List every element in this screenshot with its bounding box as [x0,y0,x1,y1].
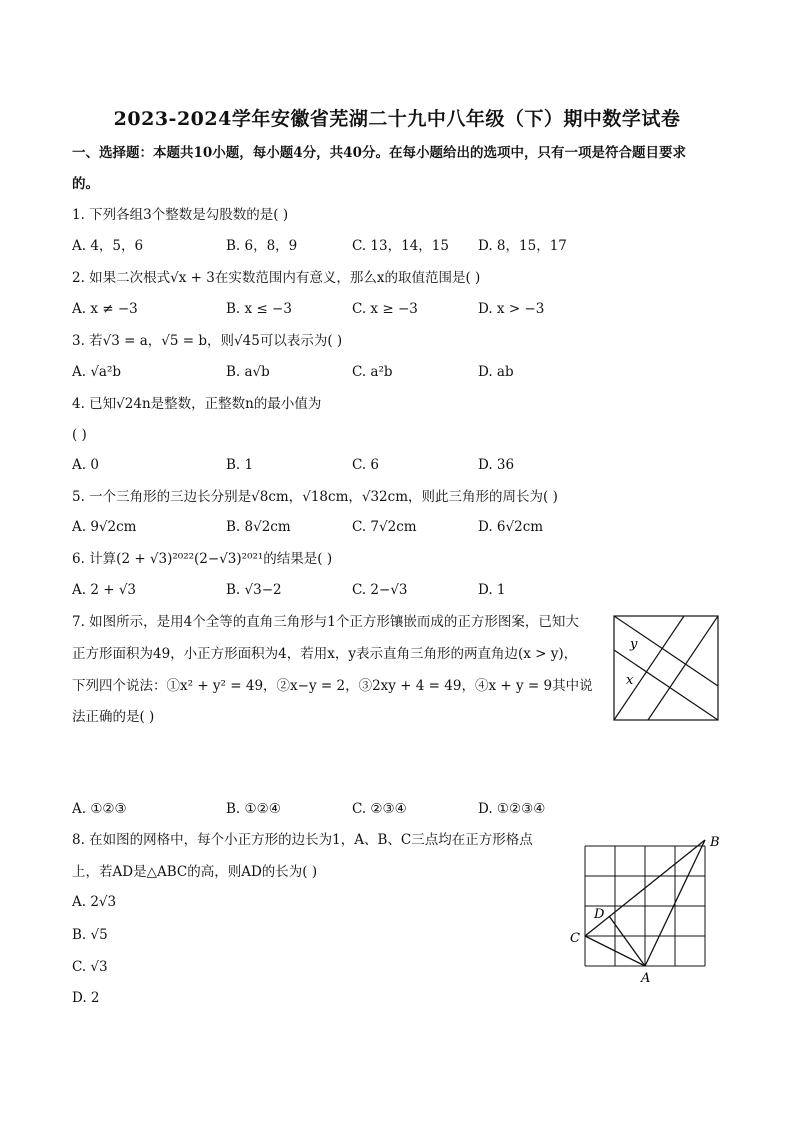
grid-triangle-figure [564,830,724,990]
question-3-option-a: A. √a²b [72,364,122,380]
section-heading-line-1: 一、选择题：本题共10小题，每小题4分，共40分。在每小题给出的选项中，只有一项是符合题目要求 [72,145,686,161]
question-2-option-c: C. x ≥ −3 [352,301,418,317]
question-1-option-c: C. 13，14，15 [352,238,449,254]
figure-label-x: x [626,673,634,688]
question-7-stem-line-4: 法正确的是( ) [72,709,155,725]
question-3-option-c: C. a²b [352,364,393,380]
figure-label-a: A [641,971,651,986]
question-6-option-c: C. 2−√3 [352,582,408,598]
question-2-option-d: D. x > −3 [478,301,545,317]
question-5-option-a: A. 9√2cm [72,519,137,535]
question-3-option-d: D. ab [478,364,514,380]
question-1-option-b: B. 6，8，9 [226,238,298,254]
page-title: 2023-2024学年安徽省芜湖二十九中八年级（下）期中数学试卷 [113,108,681,130]
triangle-edge-1 [614,616,684,720]
question-8-option-a: A. 2√3 [72,894,117,910]
question-2-option-a: A. x ≠ −3 [72,301,138,317]
figure-label-b: B [710,835,720,850]
question-4-option-b: B. 1 [226,457,254,473]
question-6-option-a: A. 2 + √3 [72,582,137,598]
question-2-stem: 2. 如果二次根式√x + 3在实数范围内有意义，那么x的取值范围是( ) [72,270,481,286]
figure-label-c: C [570,931,580,946]
question-1-stem: 1. 下列各组3个整数是勾股数的是( ) [72,207,289,223]
pinwheel-square-figure [610,612,722,724]
triangle-edge-3 [648,616,718,720]
question-8-option-c: C. √3 [72,959,108,975]
figure-label-d: D [594,907,605,922]
question-6-option-d: D. 1 [478,582,506,598]
outer-square [614,616,718,720]
question-5-option-d: D. 6√2cm [478,519,544,535]
question-7-option-d: D. ①②③④ [478,801,546,817]
question-7-stem-line-1: 7. 如图所示，是用4个全等的直角三角形与1个正方形镶嵌而成的正方形图案，已知大 [72,614,579,630]
question-6-option-b: B. √3−2 [226,582,282,598]
question-7-option-b: B. ①②④ [226,801,281,817]
question-8-option-b: B. √5 [72,927,108,943]
question-4-option-c: C. 6 [352,457,380,473]
question-2-option-b: B. x ≤ −3 [226,301,292,317]
question-4-stem-line-1: 4. 已知√24n是整数，正整数n的最小值为 [72,396,322,412]
question-8-stem-line-2: 上，若AD是△ABC的高，则AD的长为( ) [72,864,318,880]
question-3-option-b: B. a√b [226,364,270,380]
figure-label-y: y [630,637,638,652]
question-1-option-a: A. 4，5，6 [72,238,144,254]
question-4-option-a: A. 0 [72,457,99,473]
question-6-stem: 6. 计算(2 + √3)²⁰²²(2−√3)²⁰²¹的结果是( ) [72,551,333,567]
section-heading-line-2: 的。 [72,176,99,192]
question-4-option-d: D. 36 [478,457,515,473]
question-5-stem: 5. 一个三角形的三边长分别是√8cm，√18cm，√32cm，则此三角形的周长为( ) [72,489,558,505]
grid-lines [585,846,705,966]
question-7-stem-line-3: 下列四个说法：①x² + y² = 49，②x−y = 2，③2xy + 4 = 49，④x + y = 9其中说 [72,678,593,694]
question-5-option-c: C. 7√2cm [352,519,417,535]
question-7-option-c: C. ②③④ [352,801,407,817]
question-4-stem-line-2: ( ) [72,427,87,443]
question-8-stem-line-1: 8. 在如图的网格中，每个小正方形的边长为1，A、B、C三点均在正方形格点 [72,832,533,848]
question-7-stem-line-2: 正方形面积为49，小正方形面积为4，若用x，y表示直角三角形的两直角边(x > y)， [72,646,578,662]
question-5-option-b: B. 8√2cm [226,519,291,535]
question-7-option-a: A. ①②③ [72,801,127,817]
question-1-option-d: D. 8，15，17 [478,238,567,254]
question-3-stem: 3. 若√3 = a，√5 = b，则√45可以表示为( ) [72,333,343,349]
question-8-option-d: D. 2 [72,990,100,1006]
